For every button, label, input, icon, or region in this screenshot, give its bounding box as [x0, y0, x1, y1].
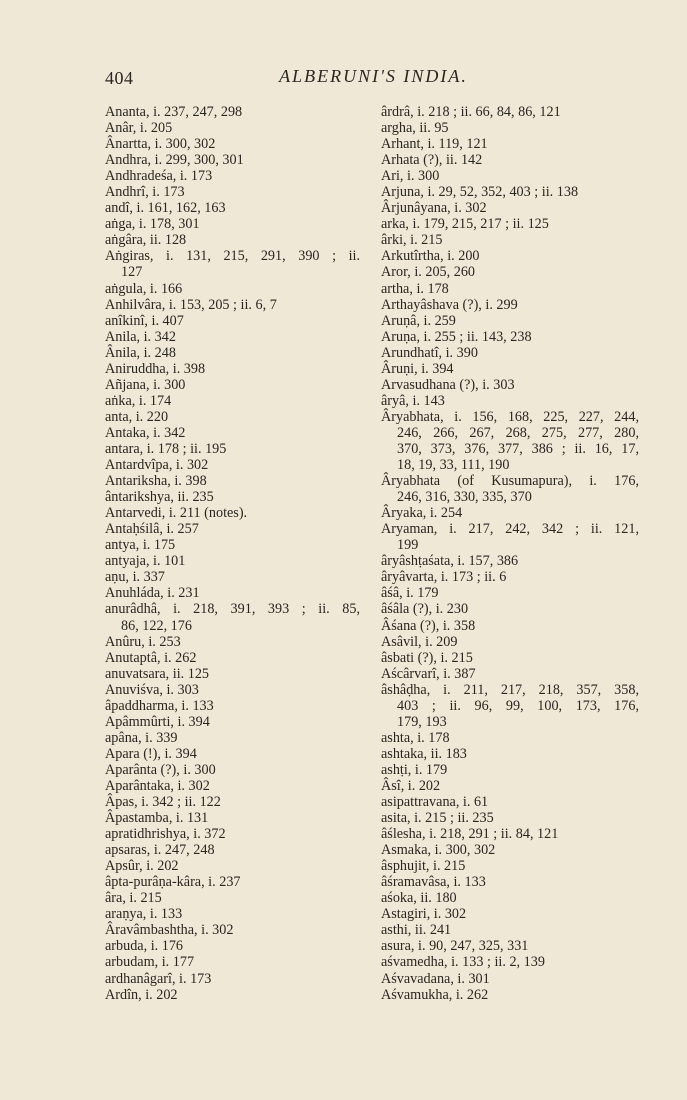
index-entry: âpaddharma, i. 133 — [105, 697, 214, 714]
index-entry: Ari, i. 300 — [381, 168, 440, 185]
index-entry: aṅka, i. 174 — [105, 392, 172, 409]
index-entry: asthi, ii. 241 — [381, 922, 452, 939]
index-entry: Apâmmûrti, i. 394 — [105, 713, 210, 730]
index-entry-continuation: 127 — [121, 264, 143, 281]
index-entry: Aśvavadana, i. 301 — [381, 970, 490, 987]
index-entry: âpta-purâṇa-kâra, i. 237 — [105, 874, 241, 891]
index-entry: Antarvedi, i. 211 (notes). — [105, 505, 248, 522]
index-entry: Ardîn, i. 202 — [105, 986, 178, 1003]
index-entry: Ârjunâyana, i. 302 — [381, 200, 487, 217]
index-entry: araṇya, i. 133 — [105, 906, 183, 923]
index-entry: asipattravana, i. 61 — [381, 794, 489, 811]
index-entry: aśvamedha, i. 133 ; ii. 2, 139 — [381, 954, 545, 971]
index-entry: ashta, i. 178 — [381, 729, 450, 746]
index-entry: antyaja, i. 101 — [105, 553, 186, 570]
index-entry: âryâvarta, i. 173 ; ii. 6 — [381, 569, 507, 586]
index-entry: ârki, i. 215 — [381, 232, 443, 249]
index-entry: âślesha, i. 218, 291 ; ii. 84, 121 — [381, 826, 559, 843]
index-entry: âśâla (?), i. 230 — [381, 601, 469, 618]
index-entry: Andhrî, i. 173 — [105, 184, 185, 201]
index-entry: Arthayâshava (?), i. 299 — [381, 296, 518, 313]
index-entry: antya, i. 175 — [105, 537, 176, 554]
index-entry: Anâr, i. 205 — [105, 120, 173, 137]
index-entry: anîkinî, i. 407 — [105, 312, 184, 329]
index-entry: Andhra, i. 299, 300, 301 — [105, 152, 244, 169]
index-entry: Aścârvarî, i. 387 — [381, 665, 476, 682]
index-entry: arbudam, i. 177 — [105, 954, 195, 971]
index-entry: Añjana, i. 300 — [105, 376, 186, 393]
index-entry: Astagiri, i. 302 — [381, 906, 467, 923]
index-entry-continuation: 86, 122, 176 — [121, 617, 192, 634]
index-entry: âśâ, i. 179 — [381, 585, 439, 602]
index-entry-continuation: 179, 193 — [397, 713, 447, 730]
index-entry-continuation: 18, 19, 33, 111, 190 — [397, 457, 510, 474]
index-entry: aṇu, i. 337 — [105, 569, 165, 586]
index-entry: Ânila, i. 248 — [105, 344, 176, 361]
index-entry: ashtaka, ii. 183 — [381, 745, 467, 762]
index-entry: Ananta, i. 237, 247, 298 — [105, 104, 243, 120]
index-entry: aṅgâra, ii. 128 — [105, 232, 187, 249]
index-entry: ârdrâ, i. 218 ; ii. 66, 84, 86, 121 — [381, 104, 561, 120]
index-entry: Âryabhata (of Kusumapura), i. 176, — [381, 473, 639, 490]
index-entry: arbuda, i. 176 — [105, 938, 184, 955]
index-entry: Arhant, i. 119, 121 — [381, 136, 488, 153]
index-entry: aśoka, ii. 180 — [381, 890, 457, 907]
index-entry: Antaḥśilâ, i. 257 — [105, 521, 199, 538]
index-entry: ashṭi, i. 179 — [381, 761, 448, 778]
index-entry: Arhata (?), ii. 142 — [381, 152, 483, 169]
index-column-right — [381, 104, 639, 1003]
index-entry: Âravâmbashtha, i. 302 — [105, 922, 234, 939]
index-entry: âryâ, i. 143 — [381, 392, 445, 409]
index-entry: Anutaptâ, i. 262 — [105, 649, 197, 666]
index-entry: Âpastamba, i. 131 — [105, 810, 209, 827]
index-entry: Anuhláda, i. 231 — [105, 585, 200, 602]
index-entry: asita, i. 215 ; ii. 235 — [381, 810, 494, 827]
index-entry: Apara (!), i. 394 — [105, 745, 197, 762]
index-entry: Aryaman, i. 217, 242, 342 ; ii. 121, — [381, 521, 639, 538]
index-entry: antara, i. 178 ; ii. 195 — [105, 440, 227, 457]
index-entry: Anûru, i. 253 — [105, 633, 181, 650]
index-entry: apratidhrishya, i. 372 — [105, 826, 226, 843]
index-entry-continuation: 246, 266, 267, 268, 275, 277, 280, — [397, 424, 639, 441]
index-entry: artha, i. 178 — [381, 280, 449, 297]
index-entry: anuvatsara, ii. 125 — [105, 665, 210, 682]
index-entry: aṅga, i. 178, 301 — [105, 216, 200, 233]
index-entry-continuation: 246, 316, 330, 335, 370 — [397, 489, 532, 506]
index-entry: apsaras, i. 247, 248 — [105, 842, 215, 859]
index-entry: argha, ii. 95 — [381, 120, 449, 137]
page-number: 404 — [105, 68, 134, 88]
index-entry: ântarikshya, ii. 235 — [105, 489, 214, 506]
index-entry: aṅgula, i. 166 — [105, 280, 183, 297]
index-entry: Aṅgiras, i. 131, 215, 291, 390 ; ii. — [105, 248, 360, 265]
index-entry: âśramavâsa, i. 133 — [381, 874, 486, 891]
index-entry: Âśana (?), i. 358 — [381, 617, 476, 634]
index-entry: Antaka, i. 342 — [105, 424, 186, 441]
index-entry: Andhradeśa, i. 173 — [105, 168, 213, 185]
index-entry: âsbati (?), i. 215 — [381, 649, 473, 666]
index-entry: Âruṇi, i. 394 — [381, 360, 454, 377]
index-entry-continuation: 370, 373, 376, 377, 386 ; ii. 16, 17, — [397, 440, 639, 457]
running-head: ALBERUNI'S INDIA. — [279, 66, 468, 86]
index-entry: apâna, i. 339 — [105, 729, 178, 746]
index-entry: Âryaka, i. 254 — [381, 505, 463, 522]
index-entry: ardhanâgarî, i. 173 — [105, 970, 212, 987]
index-entry: anurâdhâ, i. 218, 391, 393 ; ii. 85, — [105, 601, 360, 618]
index-entry: âra, i. 215 — [105, 890, 162, 907]
index-entry: Arjuna, i. 29, 52, 352, 403 ; ii. 138 — [381, 184, 579, 201]
index-entry-continuation: 403 ; ii. 96, 99, 100, 173, 176, — [397, 697, 639, 714]
index-entry-continuation: 199 — [397, 537, 419, 554]
index-entry: Anuviśva, i. 303 — [105, 681, 199, 698]
index-entry: asura, i. 90, 247, 325, 331 — [381, 938, 529, 955]
index-entry: Ânartta, i. 300, 302 — [105, 136, 216, 153]
index-entry: Anhilvâra, i. 153, 205 ; ii. 6, 7 — [105, 296, 277, 313]
index-entry: Âryabhata, i. 156, 168, 225, 227, 244, — [381, 408, 639, 425]
index-entry: Aparântaka, i. 302 — [105, 777, 210, 794]
index-entry: Apsûr, i. 202 — [105, 858, 179, 875]
index-entry: âshâḍha, i. 211, 217, 218, 357, 358, — [381, 681, 639, 698]
index-entry: Arundhatî, i. 390 — [381, 344, 478, 361]
index-entry: Anila, i. 342 — [105, 328, 176, 345]
index-entry: Aruṇa, i. 255 ; ii. 143, 238 — [381, 328, 532, 345]
index-entry: Aniruddha, i. 398 — [105, 360, 206, 377]
index-entry: Antariksha, i. 398 — [105, 473, 207, 490]
index-entry: Arvasudhana (?), i. 303 — [381, 376, 515, 393]
index-entry: Antardvîpa, i. 302 — [105, 457, 209, 474]
index-entry: anta, i. 220 — [105, 408, 169, 425]
index-entry: Aparânta (?), i. 300 — [105, 761, 216, 778]
index-entry: Âpas, i. 342 ; ii. 122 — [105, 794, 221, 811]
index-entry: Asmaka, i. 300, 302 — [381, 842, 496, 859]
index-column-left — [105, 104, 360, 1003]
index-entry: arka, i. 179, 215, 217 ; ii. 125 — [381, 216, 549, 233]
index-entry: andî, i. 161, 162, 163 — [105, 200, 226, 217]
index-entry: Aśvamukha, i. 262 — [381, 986, 489, 1003]
index-entry: âryâshṭaśata, i. 157, 386 — [381, 553, 519, 570]
index-entry: Asâvil, i. 209 — [381, 633, 458, 650]
index-entry: âsphujit, i. 215 — [381, 858, 466, 875]
index-entry: Aruṇâ, i. 259 — [381, 312, 456, 329]
index-entry: Âsî, i. 202 — [381, 777, 441, 794]
index-entry: Aror, i. 205, 260 — [381, 264, 476, 281]
index-entry: Arkutîrtha, i. 200 — [381, 248, 480, 265]
